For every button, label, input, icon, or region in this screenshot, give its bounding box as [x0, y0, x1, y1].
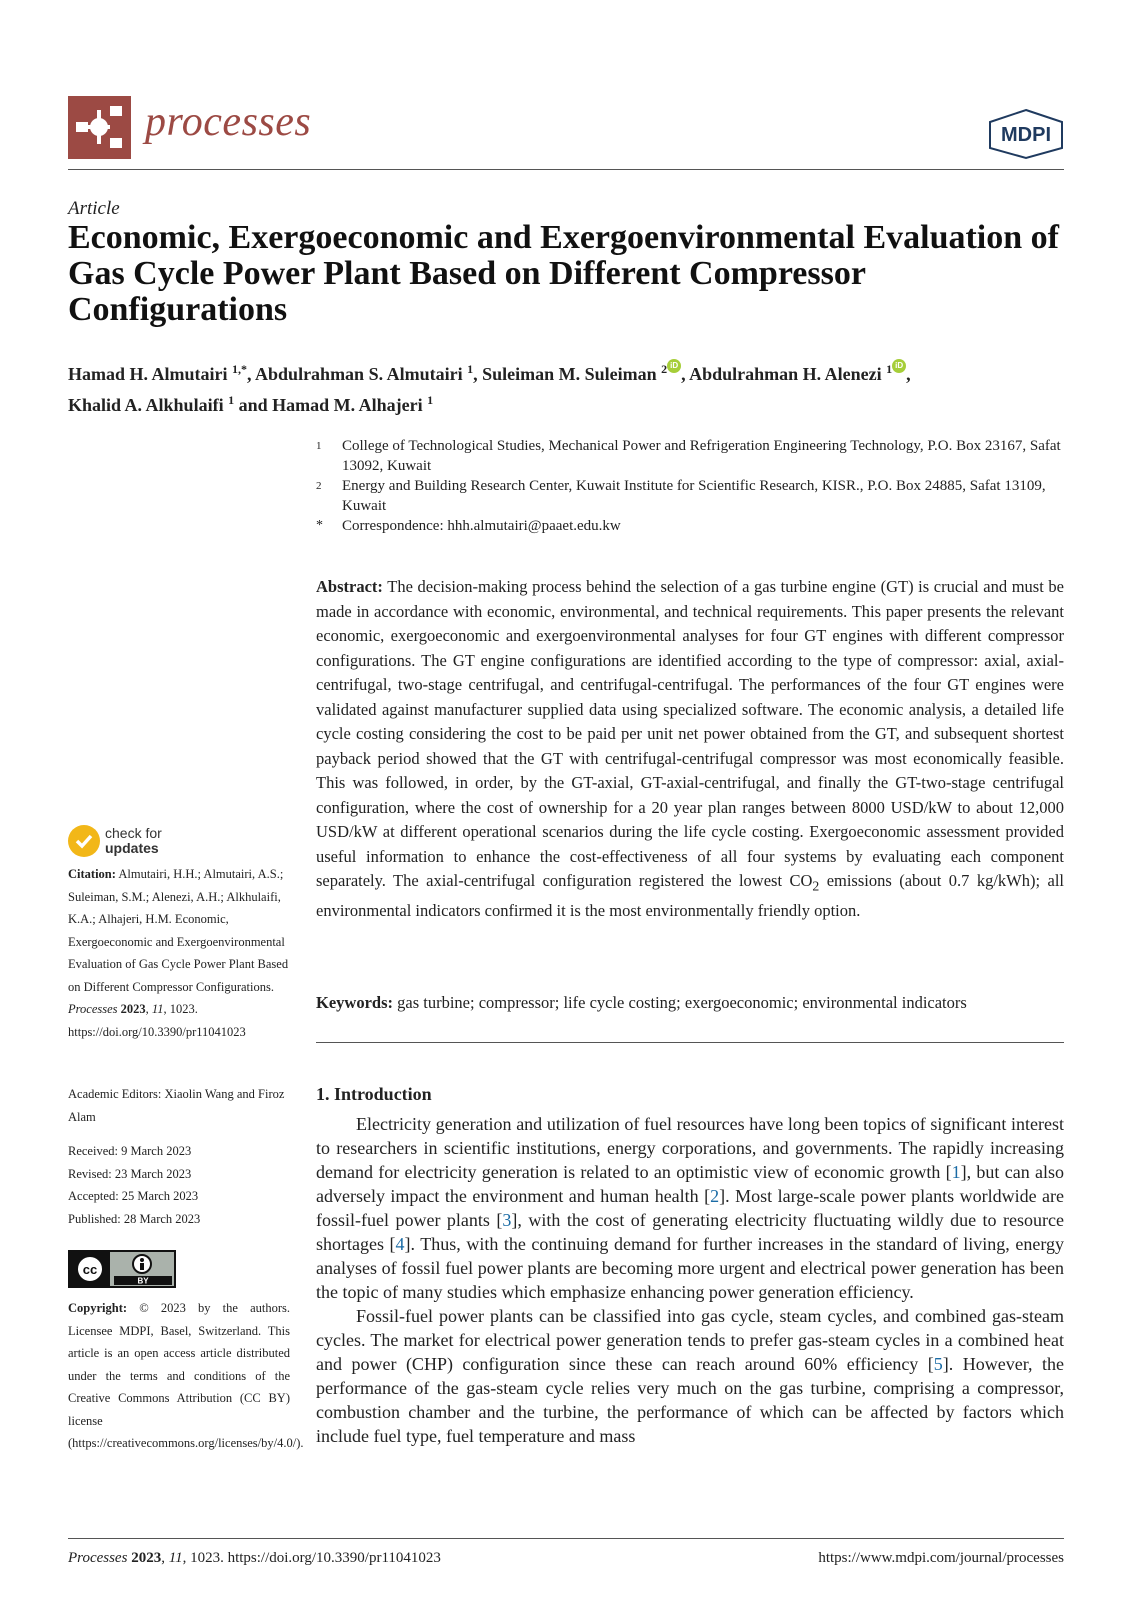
citation-doi[interactable]: , 1023. https://doi.org/10.3390/pr11041023 [68, 1002, 246, 1039]
cc-by-license-badge[interactable] [68, 1250, 176, 1288]
header-divider [68, 169, 1064, 170]
author-affiliation-mark: 1 [427, 393, 434, 407]
copyright-label: Copyright: [68, 1301, 128, 1315]
author-name: Hamad H. Almutairi [68, 364, 233, 384]
footer-year: 2023 [131, 1550, 162, 1566]
paper-title: Economic, Exergoeconomic and Exergoenvironmental Evaluation of Gas Cycle Power Plant Based on Different Compressor Configurations [68, 219, 1059, 328]
copyright-block [68, 1297, 304, 1455]
svg-text:cc: cc [82, 1262, 98, 1277]
author-separator: , [473, 364, 483, 384]
paragraph [316, 1112, 1064, 1304]
author-affiliation-mark: 1 [467, 362, 474, 376]
check-line-1: check for [105, 825, 162, 841]
check-for-updates-button[interactable] [105, 826, 162, 856]
section-divider [316, 1042, 1064, 1043]
author-affiliation-mark: 1 [886, 362, 893, 376]
article-type: Article [68, 198, 120, 219]
mdpi-hexagon-icon [986, 108, 1066, 160]
author-name: Abdulrahman S. Almutairi [255, 364, 468, 384]
correspondence-text[interactable]: Correspondence: hhh.almutairi@paaet.edu.kw [342, 518, 621, 534]
paragraph-text: ], with the cost of generating electricity fluctuating wildly due to resource shortages [ [316, 1210, 1064, 1254]
keywords-label: Keywords: [316, 993, 393, 1012]
reference-link[interactable]: 5 [933, 1354, 943, 1374]
paragraph [316, 1304, 1064, 1448]
reference-link[interactable]: 4 [395, 1234, 405, 1254]
footer-journal: Processes [68, 1550, 128, 1566]
author-affiliation-mark: 1,* [232, 362, 248, 376]
paragraph-text: ], but can also adversely impact the environment and human health [ [316, 1162, 1064, 1206]
author-separator: , [906, 364, 911, 384]
date-received: Received: 9 March 2023 [68, 1144, 192, 1158]
paragraph-text: ]. Thus, with the continuing demand for further increases in the standard of living, energy analyses of fossil fuel power plants are becoming more urgent and electrical power generation has been the topic of many studies which emphasize enhancing power generation efficiency. [316, 1234, 1065, 1302]
keywords-text: gas turbine; compressor; life cycle costing; exergoeconomic; environmental indicators [397, 993, 967, 1012]
citation-block: Citation: Almutairi, H.H.; Almutairi, A.S.; Suleiman, S.M.; Alenezi, A.H.; Alkhulaifi, K.A.; Alhajeri, H.M. Economic, Exergoeconomic and Exergoenvironmental Evaluation of Gas Cycle Power Plant Based on Different Compressor Configurations. Processes 2023, 11, 1023. https://doi.org/10.3390/pr11041023 [68, 867, 289, 1039]
dates-block [68, 1140, 290, 1230]
paragraph-text: ]. However, the performance of the gas-steam cycle relies very much on the gas turbine, comprising a compressor, combustion chamber and the turbine, the performance of which can be affected by factors which include fuel type, fuel temperature and mass [316, 1354, 1065, 1446]
copyright-text: © 2023 by the authors. Licensee MDPI, Basel, Switzerland. This article is an open access article distributed under the terms and conditions of the Creative Commons Attribution (CC BY) license (https://creativecommons.org/licenses/by/4.0/). [68, 1301, 304, 1450]
cc-by-text: BY [137, 1276, 149, 1286]
introduction-body [316, 1112, 1064, 1448]
reference-link[interactable]: 1 [951, 1162, 961, 1182]
author-name: Suleiman M. Suleiman [482, 364, 662, 384]
abstract-text-end: emissions (about 0.7 kg/kWh); all environmental indicators confirmed it is the most environmentally friendly option. [316, 871, 1064, 920]
footer-doi[interactable]: , 1023. https://doi.org/10.3390/pr11041023 [182, 1550, 441, 1566]
citation-journal: Processes [68, 1002, 118, 1016]
author-name: Hamad M. Alhajeri [272, 395, 428, 415]
orcid-icon[interactable]: iD [892, 359, 906, 373]
paragraph-text: ]. Most large-scale power plants worldwide are fossil-fuel power plants [ [316, 1186, 1064, 1230]
author-name: Khalid A. Alkhulaifi [68, 395, 229, 415]
creative-commons-icon [70, 1252, 174, 1286]
date-accepted: Accepted: 25 March 2023 [68, 1189, 199, 1203]
author-separator: , [247, 364, 256, 384]
footer-citation: Processes 2023, 11, 1023. https://doi.org/10.3390/pr11041023 [68, 1550, 441, 1566]
section-heading: 1. Introduction [316, 1084, 432, 1104]
academic-editors: Academic Editors: Xiaolin Wang and Firoz Alam [68, 1087, 285, 1124]
affiliation-text: College of Technological Studies, Mechanical Power and Refrigeration Engineering Technology, P.O. Box 23167, Safat 13092, Kuwait [342, 438, 1061, 474]
affiliation-text: Energy and Building Research Center, Kuwait Institute for Scientific Research, KISR., P.O. Box 24885, Safat 13109, Kuwait [342, 478, 1046, 514]
abstract [316, 575, 1064, 923]
date-published: Published: 28 March 2023 [68, 1211, 201, 1226]
author-separator: and [234, 395, 273, 415]
check-for-updates-icon[interactable] [68, 825, 100, 857]
check-line-2: updates [105, 840, 159, 856]
processes-logo-icon [68, 96, 131, 159]
journal-logo [68, 96, 131, 159]
affiliation-mark: 1 [316, 440, 322, 452]
author-name: Abdulrahman H. Alenezi [689, 364, 887, 384]
correspondence [316, 516, 1066, 536]
reference-link[interactable]: 3 [502, 1210, 512, 1230]
paragraph-text: Electricity generation and utilization of fuel resources have long been topics of significant interest to researchers in scientific institutions, energy corporations, and governments. The rapidly increasing demand for electricity generation is related to an optimistic view of economic growth [ [316, 1114, 1064, 1182]
affiliation-2 [316, 476, 1066, 516]
keywords [316, 991, 1064, 1016]
publisher-name: MDPI [1001, 124, 1051, 146]
footer-journal-url[interactable]: https://www.mdpi.com/journal/processes [818, 1550, 1064, 1566]
citation-text: Almutairi, H.H.; Almutairi, A.S.; Suleiman, S.M.; Alenezi, A.H.; Alkhulaifi, K.A.; Alhajeri, H.M. Economic, Exergoeconomic and Exergoenvironmental Evaluation of Gas Cycle Power Plant Based on Different Compressor Configurations. [68, 867, 289, 994]
mdpi-logo [986, 108, 1066, 160]
footer-volume: 11 [168, 1550, 183, 1566]
abstract-text: The decision-making process behind the selection of a gas turbine engine (GT) is crucial and must be made in accordance with economic, environmental, and technical requirements. This paper presents the relevant economic, exergoeconomic and exergoenvironmental analyses for four GT engines with different compressor configurations. The GT engine configurations are identified according to the type of compressor: axial, axial-centrifugal, two-stage centrifugal, and centrifugal-centrifugal. The performances of the four GT engines were validated against manufacturer supplied data using specialized software. The economic analysis, a detailed life cycle costing considering the cost to be paid per unit net power obtained from the GT, and subsequent shortest payback period showed that the GT with centrifugal-centrifugal compressor was most economically feasible. This was followed, in order, by the GT-axial, GT-axial-centrifugal, and finally the GT-two-stage centrifugal configuration, where the cost of ownership for a 20 year plan ranges between 8000 USD/kW to about 12,000 USD/kW at different operational scenarios during the life cycle costing. Exergoeconomic assessment provided useful information to enhance the cost-effectiveness of all four systems by evaluating each component separately. The axial-centrifugal configuration registered the lowest CO [316, 577, 1065, 890]
journal-name: processes [145, 99, 312, 145]
affiliation-mark: * [316, 518, 323, 533]
reference-link[interactable]: 2 [710, 1186, 720, 1206]
paragraph-text: Fossil-fuel power plants can be classified into gas cycle, steam cycles, and combined gas-steam cycles. The market for electrical power generation tends to prefer gas-steam cycles in a combined heat and power (CHP) configuration since these can reach around 60% efficiency [ [316, 1306, 1064, 1374]
abstract-subscript: 2 [812, 878, 820, 894]
affiliation-mark: 2 [316, 480, 322, 492]
author-separator: , [681, 364, 690, 384]
author-affiliation-mark: 1 [228, 393, 235, 407]
author-list [68, 356, 1068, 418]
orcid-icon[interactable]: iD [667, 359, 681, 373]
citation-volume: 11 [151, 1002, 164, 1016]
citation-year: 2023 [120, 1002, 146, 1016]
abstract-label: Abstract: [316, 577, 383, 596]
footer-divider [68, 1538, 1064, 1539]
citation-label: Citation: [68, 867, 116, 881]
author-affiliation-mark: 2 [661, 362, 668, 376]
affiliation-1 [316, 436, 1066, 476]
date-revised: Revised: 23 March 2023 [68, 1166, 192, 1181]
